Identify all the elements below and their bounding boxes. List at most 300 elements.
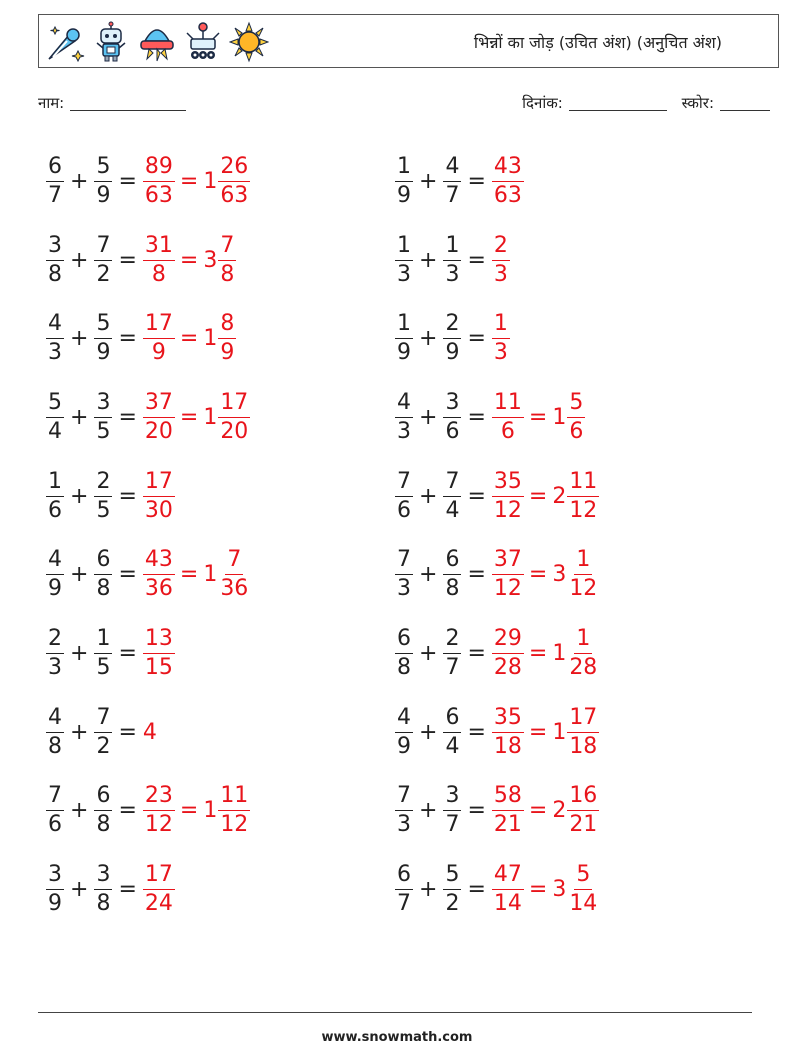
mixed-fraction-numerator: 26 (218, 156, 250, 182)
answer-fraction-denominator: 18 (493, 733, 522, 759)
answer (492, 549, 599, 600)
problem-row (46, 614, 250, 693)
mixed-fraction-denominator: 12 (220, 812, 249, 838)
addend-b (94, 704, 112, 759)
addend-a (46, 625, 64, 680)
addend-a-numerator: 1 (395, 235, 413, 261)
addend-a (46, 153, 64, 208)
problem-row (395, 614, 599, 693)
answer-fraction (143, 785, 175, 836)
mixed-fraction (218, 313, 236, 364)
problem-row (395, 378, 599, 457)
addend-a-numerator: 4 (46, 707, 64, 733)
addend-b (94, 625, 112, 680)
addend-b-numerator: 6 (94, 785, 112, 811)
addend-a-denominator: 3 (397, 261, 411, 287)
answer (143, 864, 175, 915)
comet-icon (45, 21, 85, 63)
answer-fraction-denominator: 36 (144, 576, 173, 602)
addend-b (443, 704, 461, 759)
addend-a (395, 864, 413, 915)
addend-a-numerator: 7 (395, 785, 413, 811)
answer-fraction-denominator: 12 (493, 576, 522, 602)
mixed-fraction (218, 153, 250, 208)
problem-row (46, 378, 250, 457)
problem-column-right (395, 142, 599, 929)
mixed-fraction (567, 704, 599, 759)
addend-b-numerator: 2 (443, 628, 461, 654)
mixed-fraction-numerator: 11 (218, 785, 250, 811)
answer-fraction-denominator: 20 (144, 418, 173, 444)
mixed-fraction-denominator: 28 (569, 654, 598, 680)
addend-b (94, 468, 112, 523)
plus-sign: + (419, 247, 438, 273)
equals-sign: = (467, 404, 486, 430)
problem-row (395, 693, 599, 772)
mixed-whole: 2 (552, 483, 567, 509)
addend-a (395, 389, 413, 444)
answer-fraction (492, 625, 524, 680)
equals-sign: = (467, 640, 486, 666)
equals-sign: = (179, 168, 199, 194)
plus-sign: + (419, 877, 438, 903)
answer-fraction (143, 625, 175, 680)
equals-sign: = (179, 247, 199, 273)
robot-icon (91, 21, 131, 63)
addend-a (46, 704, 64, 759)
answer-fraction (143, 313, 175, 364)
plus-sign: + (70, 404, 89, 430)
addend-a-numerator: 4 (395, 707, 413, 733)
addend-b-denominator: 2 (96, 261, 111, 287)
equals-sign: = (118, 247, 137, 273)
answer-fraction-numerator: 29 (492, 628, 524, 654)
answer-fraction-denominator: 3 (493, 340, 508, 366)
answer-fraction (492, 549, 524, 600)
answer (143, 625, 175, 680)
addend-a-denominator: 3 (397, 576, 411, 602)
answer-fraction-denominator: 3 (493, 261, 508, 287)
date-score-field (522, 93, 770, 113)
addend-a (395, 704, 413, 759)
addend-b (94, 785, 112, 836)
problem-row (395, 772, 599, 851)
addend-b (443, 153, 461, 208)
mixed-fraction-numerator: 7 (225, 549, 243, 575)
answer-fraction (143, 864, 175, 915)
equals-sign: = (118, 640, 137, 666)
answer (143, 389, 250, 444)
addend-b-denominator: 4 (445, 733, 460, 759)
answer-fraction (492, 313, 510, 364)
answer-fraction-denominator: 30 (144, 497, 173, 523)
score-blank[interactable] (720, 95, 770, 111)
mixed-fraction-denominator: 12 (569, 576, 598, 602)
addend-b-denominator: 9 (96, 340, 111, 366)
answer-fraction-numerator: 37 (143, 392, 175, 418)
answer (143, 785, 250, 836)
addend-b (443, 785, 461, 836)
problem-row (395, 850, 599, 929)
mixed-whole: 1 (203, 798, 218, 824)
equals-sign: = (467, 798, 486, 824)
mixed-fraction-denominator: 12 (569, 497, 598, 523)
addend-a (395, 785, 413, 836)
addend-a-numerator: 4 (46, 549, 64, 575)
mixed-fraction-numerator: 8 (218, 313, 236, 339)
addend-b-numerator: 6 (443, 549, 461, 575)
addend-a-numerator: 5 (46, 392, 64, 418)
addend-b (94, 549, 112, 600)
answer-fraction-numerator: 58 (492, 785, 524, 811)
problem-row (46, 850, 250, 929)
answer-fraction (143, 389, 175, 444)
addend-b-numerator: 1 (94, 628, 112, 654)
answer-fraction-denominator: 63 (144, 182, 173, 208)
problem-row (395, 142, 599, 221)
addend-a-denominator: 9 (397, 733, 411, 759)
addend-a (395, 153, 413, 208)
addend-b-denominator: 9 (445, 340, 460, 366)
plus-sign: + (70, 719, 89, 745)
answer-fraction (143, 232, 175, 287)
equals-sign: = (118, 404, 137, 430)
addend-a-numerator: 1 (46, 471, 64, 497)
addend-a-numerator: 7 (395, 549, 413, 575)
answer-fraction (492, 232, 510, 287)
problem-row (46, 457, 250, 536)
plus-sign: + (419, 326, 438, 352)
answer-fraction-numerator: 13 (143, 628, 175, 654)
problem-row (46, 693, 250, 772)
equals-sign: = (118, 798, 137, 824)
mixed-fraction (218, 389, 250, 444)
answer-fraction (143, 153, 175, 208)
equals-sign: = (467, 247, 486, 273)
addend-b (443, 313, 461, 364)
plus-sign: + (70, 326, 89, 352)
answer-fraction-denominator: 28 (493, 654, 522, 680)
mixed-fraction (567, 625, 599, 680)
addend-a-numerator: 6 (395, 864, 413, 890)
answer-fraction (143, 549, 175, 600)
mixed-fraction (567, 468, 599, 523)
addend-b-numerator: 4 (443, 156, 461, 182)
addend-b-numerator: 1 (443, 235, 461, 261)
equals-sign: = (528, 719, 548, 745)
answer (492, 153, 524, 208)
mixed-fraction (218, 549, 250, 600)
equals-sign: = (467, 483, 486, 509)
addend-b-denominator: 5 (96, 654, 111, 680)
mixed-fraction-denominator: 18 (569, 733, 598, 759)
equals-sign: = (118, 562, 137, 588)
answer (143, 468, 175, 523)
mixed-fraction-numerator: 7 (218, 235, 236, 261)
addend-a-denominator: 8 (397, 654, 411, 680)
plus-sign: + (70, 877, 89, 903)
page-title: भिन्नों का जोड़ (उचित अंश) (अनुचित अंश) (473, 33, 722, 52)
answer (492, 704, 599, 759)
answer-fraction-numerator: 43 (143, 549, 175, 575)
answer-fraction (492, 153, 524, 208)
equals-sign: = (179, 326, 199, 352)
addend-a-denominator: 7 (48, 182, 62, 208)
addend-b-denominator: 7 (445, 182, 460, 208)
answer-fraction-denominator: 21 (493, 812, 522, 838)
mixed-fraction (567, 549, 599, 600)
answer-fraction-numerator: 31 (143, 235, 175, 261)
mixed-whole: 3 (552, 877, 567, 903)
equals-sign: = (528, 562, 548, 588)
answer-integer: 4 (142, 719, 157, 745)
addend-a (395, 313, 413, 364)
addend-b-denominator: 3 (445, 261, 460, 287)
addend-a-numerator: 3 (46, 864, 64, 890)
addend-a-numerator: 1 (395, 156, 413, 182)
addend-b (94, 313, 112, 364)
mixed-whole: 1 (552, 404, 567, 430)
name-field (38, 93, 186, 113)
footer-divider (38, 1012, 752, 1013)
equals-sign: = (467, 562, 486, 588)
answer-fraction-numerator: 17 (143, 864, 175, 890)
addend-a-denominator: 9 (48, 891, 62, 917)
problem-row (395, 457, 599, 536)
equals-sign: = (467, 168, 486, 194)
addend-b-denominator: 8 (96, 891, 111, 917)
problem-row (46, 535, 250, 614)
equals-sign: = (118, 168, 137, 194)
addend-b (443, 468, 461, 523)
addend-b-numerator: 3 (94, 864, 112, 890)
answer-fraction (143, 468, 175, 523)
problem-row (46, 142, 250, 221)
addend-a (46, 389, 64, 444)
mixed-fraction-numerator: 11 (567, 471, 599, 497)
sun-icon (229, 21, 269, 63)
addend-a (46, 549, 64, 600)
problem-row (395, 535, 599, 614)
addend-a-numerator: 7 (395, 471, 413, 497)
mixed-fraction-numerator: 16 (567, 785, 599, 811)
addend-a-numerator: 6 (395, 628, 413, 654)
equals-sign: = (179, 562, 199, 588)
mixed-fraction-denominator: 63 (220, 182, 249, 208)
addend-b-denominator: 7 (445, 812, 460, 838)
answer-fraction (492, 704, 524, 759)
addend-b (94, 389, 112, 444)
plus-sign: + (419, 483, 438, 509)
addend-a-denominator: 8 (48, 733, 62, 759)
addend-a-denominator: 7 (397, 891, 411, 917)
addend-a-denominator: 6 (48, 497, 62, 523)
answer-fraction (492, 864, 524, 915)
plus-sign: + (419, 719, 438, 745)
answer-fraction-numerator: 43 (492, 156, 524, 182)
date-blank[interactable] (569, 95, 667, 111)
answer (492, 864, 599, 915)
equals-sign: = (528, 640, 548, 666)
addend-b-denominator: 4 (445, 497, 460, 523)
addend-a-numerator: 6 (46, 156, 64, 182)
addend-b-numerator: 3 (443, 785, 461, 811)
answer (492, 389, 585, 444)
mixed-fraction-denominator: 14 (569, 891, 598, 917)
answer-fraction-numerator: 2 (492, 235, 510, 261)
mixed-whole: 2 (552, 798, 567, 824)
plus-sign: + (419, 168, 438, 194)
plus-sign: + (419, 798, 438, 824)
addend-a-denominator: 4 (48, 418, 62, 444)
mixed-fraction-numerator: 5 (567, 392, 585, 418)
addend-b-numerator: 3 (94, 392, 112, 418)
problem-row (46, 221, 250, 300)
addend-b-denominator: 2 (445, 891, 460, 917)
addend-a-denominator: 6 (48, 812, 62, 838)
header-icons (45, 21, 269, 63)
mixed-fraction (567, 389, 585, 444)
addend-a-numerator: 3 (46, 235, 64, 261)
answer-fraction-denominator: 63 (493, 182, 522, 208)
addend-b (443, 864, 461, 915)
answer (492, 785, 599, 836)
answer-fraction-denominator: 12 (493, 497, 522, 523)
addend-a-denominator: 6 (397, 497, 411, 523)
problem-row (395, 221, 599, 300)
addend-a-numerator: 7 (46, 785, 64, 811)
answer-fraction-numerator: 23 (143, 785, 175, 811)
addend-b-numerator: 6 (94, 549, 112, 575)
answer-fraction-numerator: 35 (492, 707, 524, 733)
addend-b-denominator: 9 (96, 182, 111, 208)
mixed-fraction-denominator: 20 (220, 418, 249, 444)
addend-a-denominator: 3 (48, 654, 62, 680)
mixed-fraction-numerator: 1 (574, 549, 592, 575)
answer-fraction-denominator: 8 (151, 261, 166, 287)
equals-sign: = (467, 719, 486, 745)
mixed-fraction-numerator: 17 (218, 392, 250, 418)
equals-sign: = (528, 404, 548, 430)
addend-b (443, 549, 461, 600)
plus-sign: + (70, 247, 89, 273)
addend-a (46, 232, 64, 287)
name-label: नाम: (38, 94, 65, 112)
addend-a (395, 232, 413, 287)
mixed-fraction-denominator: 9 (220, 340, 235, 366)
addend-a-denominator: 3 (397, 812, 411, 838)
name-blank[interactable] (70, 95, 186, 111)
addend-a-denominator: 9 (48, 576, 62, 602)
answer-fraction-denominator: 14 (493, 891, 522, 917)
problem-row (46, 299, 250, 378)
equals-sign: = (528, 798, 548, 824)
answer (143, 720, 157, 745)
equals-sign: = (467, 326, 486, 352)
mixed-fraction (567, 785, 599, 836)
mixed-fraction-numerator: 17 (567, 707, 599, 733)
addend-b-denominator: 8 (445, 576, 460, 602)
answer-fraction-numerator: 17 (143, 313, 175, 339)
plus-sign: + (70, 798, 89, 824)
answer-fraction-numerator: 1 (492, 313, 510, 339)
plus-sign: + (70, 483, 89, 509)
addend-b-numerator: 2 (94, 471, 112, 497)
addend-a-denominator: 3 (397, 418, 411, 444)
addend-b (94, 232, 112, 287)
addend-a (46, 785, 64, 836)
addend-b-numerator: 5 (443, 864, 461, 890)
answer-fraction-numerator: 17 (143, 471, 175, 497)
mixed-fraction-denominator: 36 (220, 576, 249, 602)
answer (492, 468, 599, 523)
mixed-whole: 1 (552, 719, 567, 745)
answer (143, 313, 236, 364)
addend-a-denominator: 9 (397, 340, 411, 366)
addend-b-numerator: 7 (94, 707, 112, 733)
mixed-whole: 1 (203, 562, 218, 588)
addend-b-denominator: 6 (445, 418, 460, 444)
addend-b (94, 153, 112, 208)
mixed-fraction-denominator: 8 (220, 261, 235, 287)
ufo-icon (137, 21, 177, 63)
answer (143, 153, 250, 208)
equals-sign: = (467, 877, 486, 903)
answer (143, 549, 250, 600)
addend-a (395, 625, 413, 680)
equals-sign: = (118, 877, 137, 903)
mixed-whole: 1 (552, 640, 567, 666)
equals-sign: = (179, 404, 199, 430)
mixed-fraction-denominator: 21 (569, 812, 598, 838)
mixed-fraction (218, 785, 250, 836)
addend-a (395, 549, 413, 600)
addend-b-numerator: 5 (94, 313, 112, 339)
score-label: स्कोर: (681, 94, 714, 112)
equals-sign: = (179, 798, 199, 824)
addend-a-numerator: 4 (46, 313, 64, 339)
equals-sign: = (118, 483, 137, 509)
answer (143, 232, 236, 287)
plus-sign: + (419, 562, 438, 588)
answer-fraction-numerator: 47 (492, 864, 524, 890)
addend-b (443, 625, 461, 680)
mixed-fraction-numerator: 5 (574, 864, 592, 890)
addend-a-numerator: 1 (395, 313, 413, 339)
addend-b-numerator: 7 (443, 471, 461, 497)
addend-a-denominator: 9 (397, 182, 411, 208)
plus-sign: + (419, 404, 438, 430)
answer (492, 313, 510, 364)
plus-sign: + (70, 562, 89, 588)
addend-a (46, 864, 64, 915)
answer-fraction-numerator: 89 (143, 156, 175, 182)
addend-a-denominator: 3 (48, 340, 62, 366)
addend-b (443, 389, 461, 444)
mixed-fraction-denominator: 6 (569, 418, 584, 444)
answer-fraction-denominator: 24 (144, 891, 173, 917)
addend-a-numerator: 4 (395, 392, 413, 418)
answer-fraction-numerator: 11 (492, 392, 524, 418)
addend-b-numerator: 2 (443, 313, 461, 339)
addend-b-denominator: 5 (96, 418, 111, 444)
addend-b-denominator: 8 (96, 812, 111, 838)
answer-fraction-denominator: 15 (144, 654, 173, 680)
addend-b-numerator: 7 (94, 235, 112, 261)
addend-a-denominator: 8 (48, 261, 62, 287)
addend-b-denominator: 8 (96, 576, 111, 602)
addend-a (46, 468, 64, 523)
